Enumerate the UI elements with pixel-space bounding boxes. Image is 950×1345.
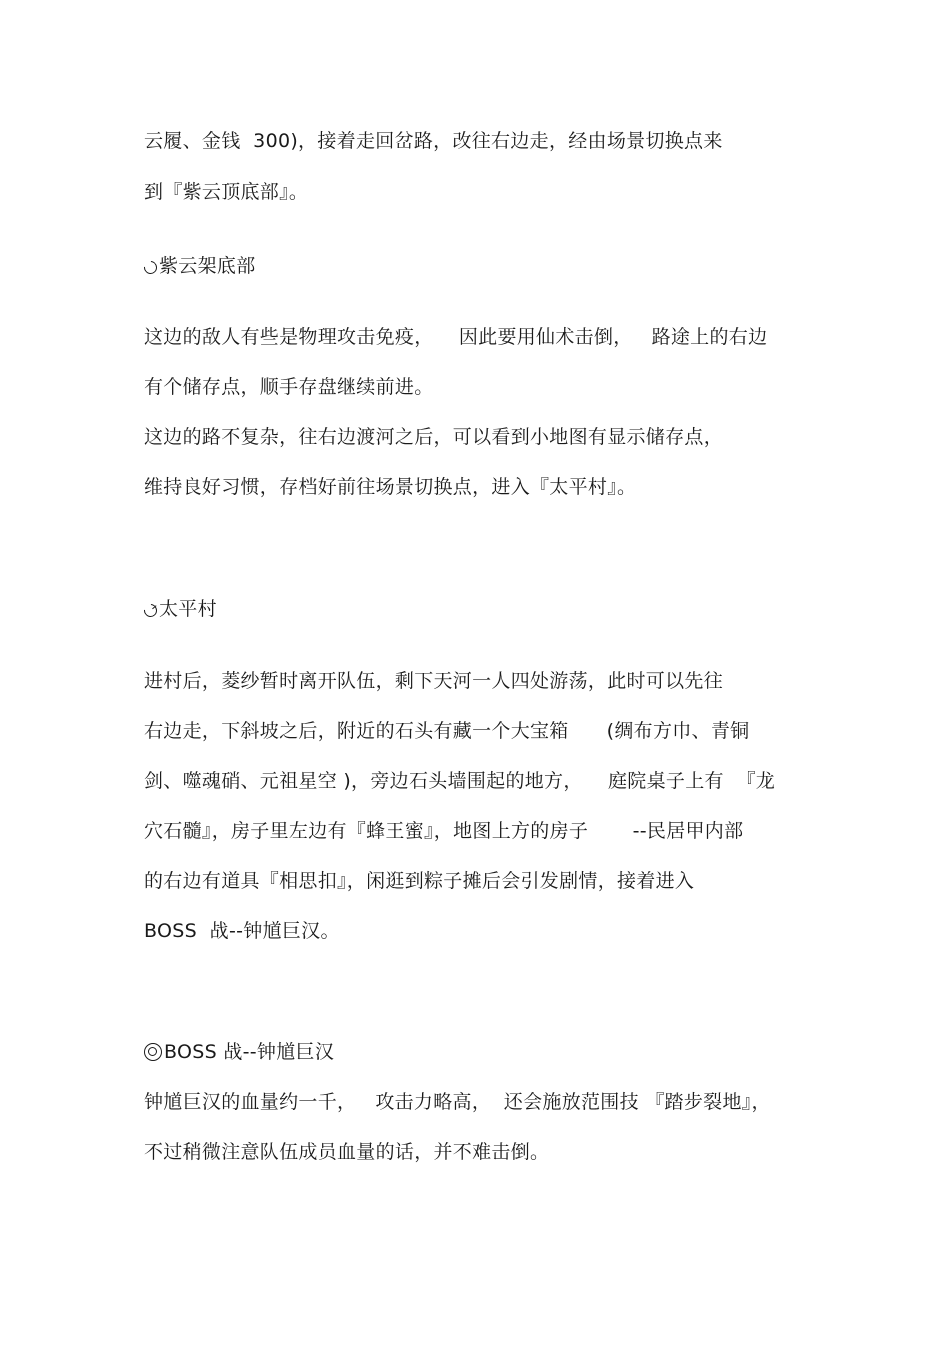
taiping-line-4: 穴石髓』，房子里左边有『蜂王蜜』，地图上方的房子 --民居甲内部 xyxy=(144,820,744,842)
ziyun-line-4: 维持良好习惯，存档好前往场景切换点，进入『太平村』。 xyxy=(144,476,637,498)
section-heading-boss-text: BOSS 战--钟馗巨汉 xyxy=(164,1041,335,1063)
taiping-line-3: 剑、噬魂硝、元祖星空 )，旁边石头墙围起的地方， 庭院桌子上有 『龙 xyxy=(144,770,776,792)
section-heading-ziyun xyxy=(144,253,256,279)
intro-line-1: 云履、金钱 300)，接着走回岔路，改往右边走，经由场景切换点来 xyxy=(144,130,723,152)
taiping-line-2: 右边走，下斜坡之后，附近的石头有藏一个大宝箱 (绸布方巾、青铜 xyxy=(144,720,750,742)
section-heading-taiping xyxy=(144,596,217,622)
boss-line-2: 不过稍微注意队伍成员血量的话，并不难击倒。 xyxy=(144,1141,550,1163)
taiping-line-6: BOSS 战--钟馗巨汉。 xyxy=(144,920,340,942)
boss-line-1: 钟馗巨汉的血量约一千， 攻击力略高， 还会施放范围技 『踏步裂地』， xyxy=(144,1091,771,1113)
ziyun-line-2: 有个储存点，顺手存盘继续前进。 xyxy=(144,376,434,398)
ziyun-line-1: 这边的敌人有些是物理攻击免疫， 因此要用仙术击倒， 路途上的右边 xyxy=(144,326,768,348)
intro-line-2: 到『紫云顶底部』。 xyxy=(144,181,309,203)
section-heading-ziyun-text: 紫云架底部 xyxy=(159,255,256,277)
section-heading-taiping-text: 太平村 xyxy=(159,598,217,620)
ziyun-line-3: 这边的路不复杂，往右边渡河之后，可以看到小地图有显示储存点， xyxy=(144,426,724,448)
dash-circle-icon xyxy=(141,601,159,619)
taiping-line-1: 进村后，菱纱暂时离开队伍，剩下天河一人四处游荡，此时可以先往 xyxy=(144,670,724,692)
section-heading-boss xyxy=(144,1039,334,1065)
open-circle-icon xyxy=(141,258,159,276)
taiping-line-5: 的右边有道具『相思扣』，闲逛到粽子摊后会引发剧情，接着进入 xyxy=(144,870,695,892)
double-circle-icon xyxy=(144,1043,162,1061)
